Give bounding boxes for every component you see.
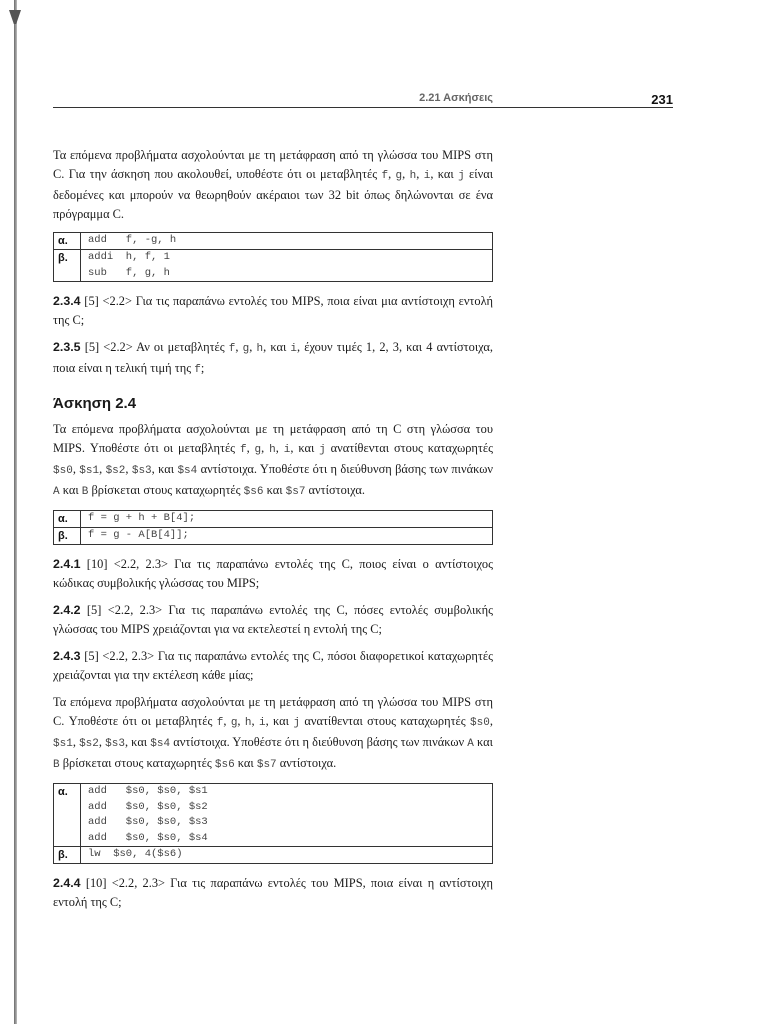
text-run: , και	[290, 441, 320, 455]
page-header	[53, 92, 673, 108]
text-run: ,	[402, 167, 410, 181]
text-run: , έχουν τιμές 1, 2, 3, και 4 αντίστοιχα, ποια είναι η τελική τιμή της	[53, 340, 493, 375]
exercise-heading-2-4: Άσκηση 2.4	[53, 395, 137, 412]
exercise-number: 2.3.4	[53, 294, 81, 308]
text-run: [5] <2.2, 2.3> Για τις παραπάνω εντολές της C, πόσες εντολές συμβολικής γλώσσας του MIPS χρειάζονται για να εκτελεστεί η εντολή της C;	[53, 603, 493, 636]
inline-code: g	[242, 343, 250, 355]
text-run: , και	[124, 735, 151, 749]
inline-code: h	[409, 170, 417, 182]
inline-code: B	[81, 486, 89, 498]
header-rule	[53, 107, 673, 108]
inline-code: f	[228, 343, 236, 355]
text-run: ,	[235, 340, 243, 354]
inline-code: h	[269, 444, 276, 456]
header-section-title: 2.21 Ασκήσεις	[419, 92, 493, 104]
inline-code: j	[458, 170, 465, 182]
exercise-number: 2.4.4	[53, 876, 81, 890]
inline-code: $s2	[105, 465, 126, 477]
text-run: ,	[99, 462, 106, 476]
code-table-2-4-mips	[53, 783, 493, 864]
inline-code: $s1	[79, 465, 100, 477]
text-run: , και	[265, 714, 294, 728]
code-row-label: β.	[54, 847, 81, 863]
text-run: ,	[251, 714, 259, 728]
text-run: , και	[151, 462, 178, 476]
code-lines	[81, 233, 176, 249]
inline-code: i	[283, 444, 291, 456]
inline-code: $s4	[150, 738, 171, 750]
text-run: ,	[237, 714, 245, 728]
text-run: , και	[263, 340, 291, 354]
code-lines	[81, 511, 195, 527]
text-run: ,	[489, 714, 493, 728]
text-run: Τα επόμενα προβλήματα ασχολούνται με τη μετάφραση από τη γλώσσα του MIPS στη C. Υποθέστε ότι οι μεταβλητές	[53, 695, 493, 728]
code-row-label: β.	[54, 250, 81, 281]
code-table-2-4-c	[53, 510, 493, 545]
inline-code: $s6	[214, 759, 235, 771]
binding-clip-mark	[9, 10, 21, 24]
inline-code: $s7	[285, 486, 306, 498]
code-line: add $s0, $s0, $s3	[88, 816, 208, 828]
page-content	[53, 146, 493, 920]
text-run: και	[59, 483, 82, 497]
code-line: addi h, f, 1	[88, 251, 170, 263]
inline-code: $s3	[131, 465, 152, 477]
code-line: sub f, g, h	[88, 266, 170, 279]
code-row-label: α.	[54, 784, 81, 846]
exercise-2-4-4	[53, 874, 493, 912]
code-lines	[81, 784, 208, 846]
text-run: αντίστοιχα.	[305, 483, 365, 497]
text-run: και	[263, 483, 286, 497]
inline-code: f	[381, 170, 389, 182]
text-run: [5] <2.2> Αν οι μεταβλητές	[80, 340, 229, 354]
code-row	[54, 784, 492, 846]
text-run: ,	[249, 340, 257, 354]
text-run: [10] <2.2, 2.3> Για τις παραπάνω εντολές του MIPS, ποια είναι η αντίστοιχη εντολή της C;	[53, 876, 493, 909]
code-lines	[81, 250, 170, 281]
text-run: [5] <2.2> Για τις παραπάνω εντολές του MIPS, ποια είναι μια αντίστοιχη εντολή της C;	[53, 294, 493, 327]
intro-paragraph-mips-to-c	[53, 146, 493, 224]
code-row-label: β.	[54, 528, 81, 544]
code-line: add f, -g, h	[88, 234, 177, 246]
text-run: ,	[98, 735, 106, 749]
text-run: ανατίθενται στους καταχωρητές	[299, 714, 471, 728]
code-line: add $s0, $s0, $s2	[88, 800, 208, 813]
code-row	[54, 249, 492, 281]
inline-code: $s6	[243, 486, 264, 498]
exercise-number: 2.4.3	[53, 649, 81, 663]
text-run: ,	[261, 441, 270, 455]
text-run: βρίσκεται στους καταχωρητές	[88, 483, 244, 497]
inline-code: f	[239, 444, 247, 456]
exercise-2-4-1	[53, 555, 493, 593]
exercise-number: 2.3.5	[53, 340, 81, 354]
intro-paragraph-mips-to-c-2	[53, 693, 493, 775]
text-run: ,	[416, 167, 424, 181]
inline-code: j	[319, 444, 326, 456]
page-binding-edge	[14, 0, 17, 1024]
exercise-2-3-4	[53, 292, 493, 330]
inline-code: h	[256, 343, 264, 355]
inline-code: A	[467, 738, 474, 750]
text-run: ,	[72, 735, 80, 749]
code-line: lw $s0, 4($s6)	[88, 848, 183, 860]
code-lines	[81, 847, 183, 863]
intro-paragraph-c-to-mips	[53, 420, 493, 502]
code-row-label: α.	[54, 233, 81, 249]
code-row	[54, 511, 492, 527]
inline-code: g	[254, 444, 262, 456]
page-number: 231	[651, 92, 673, 107]
code-line: add $s0, $s0, $s1	[88, 785, 208, 797]
inline-code: f	[216, 717, 224, 729]
inline-code: B	[53, 759, 60, 771]
text-run: , και	[430, 167, 459, 181]
text-run: ,	[72, 462, 80, 476]
code-row-label: α.	[54, 511, 81, 527]
code-row	[54, 846, 492, 863]
inline-code: $s1	[53, 738, 73, 750]
text-run: και	[234, 756, 257, 770]
text-run: Τα επόμενα προβλήματα ασχολούνται με τη μετάφραση από τη γλώσσα του MIPS στη C. Για την άσκηση που ακολουθεί, υποθέστε ότι οι μεταβλητές	[53, 148, 493, 181]
code-row	[54, 233, 492, 249]
inline-code: i	[290, 343, 298, 355]
inline-code: f	[194, 364, 201, 376]
inline-code: j	[293, 717, 300, 729]
code-lines	[81, 528, 189, 544]
text-run: ,	[246, 441, 255, 455]
inline-code: $s0	[470, 717, 490, 729]
exercise-2-4-2	[53, 601, 493, 639]
text-run: βρίσκεται στους καταχωρητές	[59, 756, 215, 770]
code-line: f = g - A[B[4]];	[88, 529, 189, 541]
text-run: και	[473, 735, 493, 749]
text-run: αντίστοιχα.	[276, 756, 337, 770]
inline-code: $s3	[105, 738, 125, 750]
exercise-2-4-3	[53, 647, 493, 685]
code-line: f = g + h + B[4];	[88, 512, 196, 524]
code-line: add $s0, $s0, $s4	[88, 831, 208, 844]
text-run: [10] <2.2, 2.3> Για τις παραπάνω εντολές της C, ποιος είναι ο αντίστοιχος κώδικας συμβολικής γλώσσας του MIPS;	[53, 557, 493, 590]
text-run: ,	[388, 167, 396, 181]
inline-code: i	[423, 170, 431, 182]
text-run: αντίστοιχα. Υποθέστε ότι η διεύθυνση βάσης των πινάκων	[170, 735, 468, 749]
exercise-number: 2.4.1	[53, 557, 81, 571]
text-run: ,	[275, 441, 284, 455]
text-run: είναι δεδομένες και μπορούν να θεωρηθούν ακέραιοι των 32 bit όπως δηλώνονται σε ένα πρόγραμμα C.	[53, 167, 494, 221]
inline-code: $s4	[177, 465, 198, 477]
text-run: αντίστοιχα. Υποθέστε ότι η διεύθυνση βάσης των πινάκων	[197, 462, 493, 476]
inline-code: A	[53, 486, 60, 498]
code-row	[54, 527, 492, 544]
inline-code: i	[258, 717, 266, 729]
code-table-2-3	[53, 232, 493, 282]
inline-code: h	[244, 717, 252, 729]
text-run: ,	[223, 714, 231, 728]
exercise-number: 2.4.2	[53, 603, 81, 617]
text-run: Τα επόμενα προβλήματα ασχολούνται με τη μετάφραση από τη C στη γλώσσα του MIPS. Υποθέστε ότι οι μεταβλητές	[53, 422, 493, 455]
inline-code: g	[230, 717, 238, 729]
inline-code: $s0	[53, 465, 73, 477]
inline-code: g	[395, 170, 403, 182]
text-run: ,	[125, 462, 132, 476]
inline-code: $s2	[79, 738, 99, 750]
text-run: ανατίθενται στους καταχωρητές	[325, 441, 493, 455]
exercise-2-3-5	[53, 338, 493, 380]
text-run: [5] <2.2, 2.3> Για τις παραπάνω εντολές της C, πόσοι διαφορετικοί καταχωρητές χρειάζονται για την εκτέλεση κάθε μίας;	[53, 649, 493, 682]
inline-code: $s7	[256, 759, 277, 771]
text-run: ;	[200, 361, 205, 375]
